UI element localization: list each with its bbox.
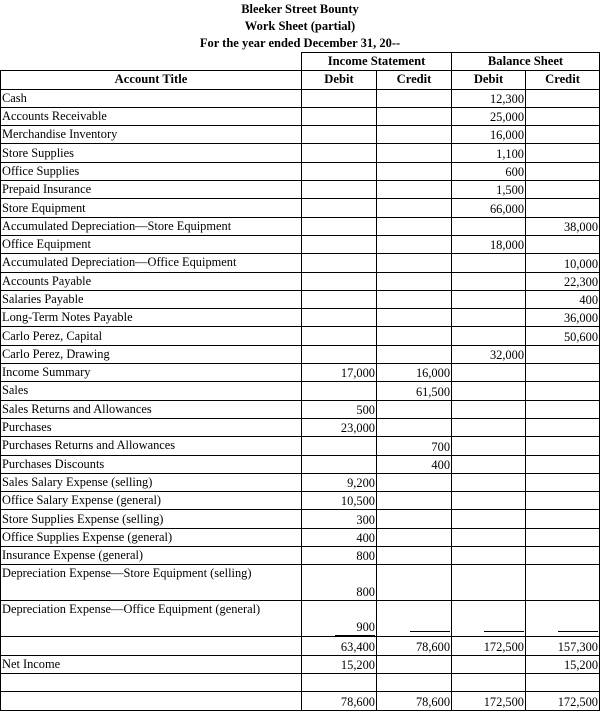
bs-credit-cell (526, 565, 600, 601)
bs-debit-cell (452, 655, 526, 673)
bs-credit-cell (526, 418, 600, 436)
bs-credit-cell (526, 235, 600, 253)
bs-debit-cell (452, 400, 526, 418)
spacer-cell (302, 673, 377, 691)
bs-debit-cell (452, 290, 526, 308)
is-debit-cell: 800 (302, 565, 377, 601)
table-row (1, 601, 600, 637)
bs-debit-header: Debit (452, 71, 526, 89)
final-totals-row (1, 692, 600, 710)
is-debit-cell: 17,000 (302, 364, 377, 382)
is-credit-cell (377, 107, 452, 125)
bs-debit-cell (452, 601, 526, 637)
is-credit-cell (377, 510, 452, 528)
spacer-cell (452, 673, 526, 691)
account-title-cell: Merchandise Inventory (1, 126, 302, 144)
bs-debit-cell: 18,000 (452, 235, 526, 253)
account-title-header: Account Title (1, 71, 302, 89)
account-title-cell: Office Supplies (1, 162, 302, 180)
account-title-cell: Long-Term Notes Payable (1, 309, 302, 327)
table-row (1, 181, 600, 199)
is-credit-cell (377, 254, 452, 272)
spacer-row (1, 673, 600, 691)
is-credit-cell: 700 (377, 437, 452, 455)
bs-credit-cell: 38,000 (526, 217, 600, 235)
document-title: Work Sheet (partial) (244, 19, 356, 33)
bs-debit-cell: 66,000 (452, 199, 526, 217)
table-row (1, 162, 600, 180)
bs-debit-cell (452, 309, 526, 327)
is-credit-cell (377, 327, 452, 345)
table-row (1, 144, 600, 162)
is-credit-cell (377, 272, 452, 290)
bs-debit-cell (452, 565, 526, 601)
is-credit-cell (377, 89, 452, 107)
account-title-cell: Store Supplies (1, 144, 302, 162)
table-row (1, 254, 600, 272)
is-debit-cell: 23,000 (302, 418, 377, 436)
is-debit-cell (302, 126, 377, 144)
is-debit-cell: 63,400 (302, 637, 377, 655)
is-credit-cell (377, 217, 452, 235)
account-title-cell: Office Supplies Expense (general) (1, 528, 302, 546)
is-credit-cell (377, 418, 452, 436)
table-row (1, 510, 600, 528)
is-credit-cell: 61,500 (377, 382, 452, 400)
bs-debit-cell (452, 327, 526, 345)
account-title-cell: Income Summary (1, 364, 302, 382)
account-title-cell: Office Equipment (1, 235, 302, 253)
account-title-cell: Insurance Expense (general) (1, 547, 302, 565)
is-credit-cell (377, 162, 452, 180)
is-debit-cell: 400 (302, 528, 377, 546)
bs-credit-cell (526, 455, 600, 473)
bs-debit-cell: 25,000 (452, 107, 526, 125)
bs-debit-cell: 600 (452, 162, 526, 180)
account-title-cell: Sales Salary Expense (selling) (1, 473, 302, 491)
account-title-cell: Cash (1, 89, 302, 107)
is-debit-cell (302, 199, 377, 217)
is-credit-cell (377, 199, 452, 217)
is-credit-cell (377, 473, 452, 491)
table-row (1, 345, 600, 363)
spacer-cell (377, 673, 452, 691)
is-debit-cell (302, 327, 377, 345)
account-title-cell: Accounts Payable (1, 272, 302, 290)
table-row (1, 126, 600, 144)
is-debit-cell: 10,500 (302, 492, 377, 510)
is-debit-cell (302, 217, 377, 235)
is-credit-cell (377, 290, 452, 308)
bs-credit-cell: 172,500 (526, 692, 600, 710)
is-credit-cell (377, 601, 452, 637)
account-title-cell: Net Income (1, 655, 302, 673)
bs-debit-cell (452, 510, 526, 528)
is-credit-cell: 78,600 (377, 637, 452, 655)
bs-credit-cell: 157,300 (526, 637, 600, 655)
is-debit-cell (302, 89, 377, 107)
is-debit-cell (302, 601, 377, 637)
table-row (1, 492, 600, 510)
table-row (1, 217, 600, 235)
bs-debit-cell (452, 364, 526, 382)
table-row (1, 89, 600, 107)
bs-credit-cell (526, 473, 600, 491)
bs-credit-cell (526, 199, 600, 217)
bs-debit-cell (452, 473, 526, 491)
is-debit-header: Debit (302, 71, 377, 89)
bs-debit-cell (452, 418, 526, 436)
table-row (1, 418, 600, 436)
account-title-cell: Purchases (1, 418, 302, 436)
table-row (1, 235, 600, 253)
bs-credit-cell (526, 437, 600, 455)
table-row (1, 327, 600, 345)
is-credit-cell (377, 547, 452, 565)
is-credit-cell (377, 144, 452, 162)
bs-credit-cell: 15,200 (526, 655, 600, 673)
account-title-cell (1, 637, 302, 655)
bs-debit-cell (452, 547, 526, 565)
bs-credit-header: Credit (526, 71, 600, 89)
table-row (1, 455, 600, 473)
bs-credit-cell: 36,000 (526, 309, 600, 327)
is-debit-cell: 9,200 (302, 473, 377, 491)
table-row (1, 107, 600, 125)
account-title-cell: Store Equipment (1, 199, 302, 217)
account-title-cell: Sales (1, 382, 302, 400)
period-line: For the year ended December 31, 20-- (199, 36, 401, 50)
is-debit-cell (302, 181, 377, 199)
account-title-cell: Store Supplies Expense (selling) (1, 510, 302, 528)
spacer-cell (1, 673, 302, 691)
is-credit-cell (377, 235, 452, 253)
table-row (1, 437, 600, 455)
bs-credit-cell (526, 89, 600, 107)
bs-credit-cell (526, 364, 600, 382)
bs-debit-cell: 12,300 (452, 89, 526, 107)
account-title-cell: Accumulated Depreciation—Store Equipment (1, 217, 302, 235)
spacer-cell (526, 673, 600, 691)
bs-credit-cell (526, 601, 600, 637)
is-credit-cell (377, 565, 452, 601)
net-income-row (1, 655, 600, 673)
income-statement-header: Income Statement (302, 53, 452, 71)
table-row (1, 364, 600, 382)
is-credit-cell (377, 181, 452, 199)
table-row (1, 199, 600, 217)
bs-debit-cell: 1,500 (452, 181, 526, 199)
account-title-cell (1, 692, 302, 710)
is-credit-cell (377, 492, 452, 510)
account-title-cell: Carlo Perez, Drawing (1, 345, 302, 363)
account-title-cell: Sales Returns and Allowances (1, 400, 302, 418)
bs-debit-cell (452, 528, 526, 546)
bs-debit-cell (452, 217, 526, 235)
is-credit-cell (377, 655, 452, 673)
is-debit-cell (302, 254, 377, 272)
is-debit-cell (302, 235, 377, 253)
group-header-row (1, 53, 600, 71)
bs-credit-cell (526, 400, 600, 418)
underlined-amount: 900 (335, 620, 375, 636)
is-debit-cell (302, 162, 377, 180)
account-title-cell: Office Salary Expense (general) (1, 492, 302, 510)
account-title-cell: Depreciation Expense—Store Equipment (selling) (1, 565, 302, 601)
table-row (1, 309, 600, 327)
is-credit-cell (377, 528, 452, 546)
bs-credit-cell (526, 547, 600, 565)
is-debit-cell (302, 455, 377, 473)
table-row (1, 382, 600, 400)
is-debit-cell: 500 (302, 400, 377, 418)
bs-credit-cell (526, 181, 600, 199)
is-debit-cell: 15,200 (302, 655, 377, 673)
is-debit-cell (302, 382, 377, 400)
bs-credit-cell (526, 107, 600, 125)
table-row (1, 528, 600, 546)
bs-credit-cell: 400 (526, 290, 600, 308)
underlined-amount (410, 631, 450, 632)
is-credit-cell (377, 400, 452, 418)
bs-debit-cell: 172,500 (452, 692, 526, 710)
bs-debit-cell (452, 272, 526, 290)
table-row (1, 473, 600, 491)
table-row (1, 272, 600, 290)
account-title-cell: Depreciation Expense—Office Equipment (general) (1, 601, 302, 637)
is-credit-header: Credit (377, 71, 452, 89)
bs-credit-cell (526, 528, 600, 546)
is-debit-cell (302, 107, 377, 125)
account-title-cell: Carlo Perez, Capital (1, 327, 302, 345)
bs-debit-cell (452, 437, 526, 455)
is-debit-cell: 78,600 (302, 692, 377, 710)
bs-credit-cell: 10,000 (526, 254, 600, 272)
bs-credit-cell (526, 345, 600, 363)
bs-debit-cell: 1,100 (452, 144, 526, 162)
account-title-cell: Prepaid Insurance (1, 181, 302, 199)
bs-debit-cell (452, 382, 526, 400)
bs-credit-cell (526, 510, 600, 528)
is-credit-cell: 16,000 (377, 364, 452, 382)
column-header-row (1, 71, 600, 89)
bs-credit-cell: 50,600 (526, 327, 600, 345)
table-row (1, 547, 600, 565)
is-debit-cell (302, 290, 377, 308)
is-debit-cell (302, 309, 377, 327)
bs-credit-cell: 22,300 (526, 272, 600, 290)
is-credit-cell (377, 309, 452, 327)
bs-debit-cell: 16,000 (452, 126, 526, 144)
is-credit-cell: 400 (377, 455, 452, 473)
account-title-cell: Accumulated Depreciation—Office Equipment (1, 254, 302, 272)
company-name: Bleeker Street Bounty (241, 2, 359, 16)
account-title-cell: Salaries Payable (1, 290, 302, 308)
account-title-cell: Purchases Returns and Allowances (1, 437, 302, 455)
balance-sheet-header: Balance Sheet (452, 53, 600, 71)
account-title-cell: Purchases Discounts (1, 455, 302, 473)
worksheet-header (0, 0, 600, 52)
bs-debit-cell (452, 254, 526, 272)
is-debit-cell (302, 437, 377, 455)
underlined-amount (484, 631, 524, 632)
table-row (1, 290, 600, 308)
table-row (1, 565, 600, 601)
bs-credit-cell (526, 162, 600, 180)
bs-credit-cell (526, 382, 600, 400)
table-row (1, 400, 600, 418)
is-debit-cell (302, 345, 377, 363)
blank-header-cell (1, 53, 302, 71)
bs-credit-cell (526, 492, 600, 510)
is-debit-cell (302, 272, 377, 290)
account-title-cell: Accounts Receivable (1, 107, 302, 125)
is-debit-cell: 800 (302, 547, 377, 565)
is-credit-cell (377, 345, 452, 363)
bs-debit-cell: 32,000 (452, 345, 526, 363)
bs-debit-cell (452, 455, 526, 473)
totals-row (1, 637, 600, 655)
bs-debit-cell: 172,500 (452, 637, 526, 655)
bs-credit-cell (526, 126, 600, 144)
is-credit-cell: 78,600 (377, 692, 452, 710)
bs-debit-cell (452, 492, 526, 510)
is-credit-cell (377, 126, 452, 144)
bs-credit-cell (526, 144, 600, 162)
worksheet-table (0, 52, 600, 711)
underlined-amount (558, 631, 598, 632)
is-debit-cell (302, 144, 377, 162)
is-debit-cell: 300 (302, 510, 377, 528)
